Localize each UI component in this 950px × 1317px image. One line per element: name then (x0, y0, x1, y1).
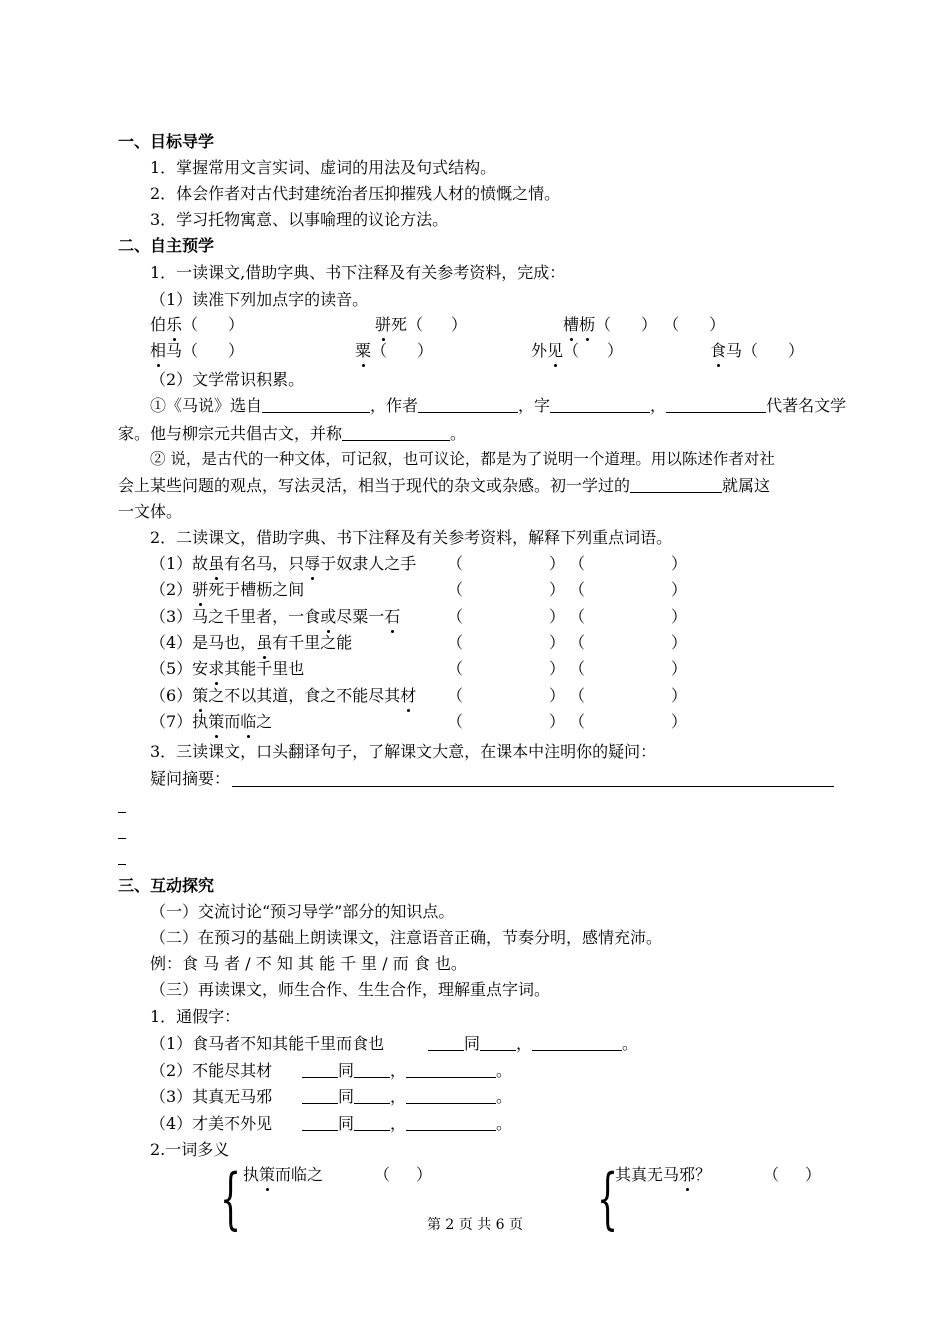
literature-fill-1-cont: 家。他与柳宗元共倡古文，并称 。 (118, 424, 467, 443)
word-item: （2）骈死于槽枥之间 (150, 580, 305, 600)
blank[interactable] (480, 1034, 516, 1051)
doubt-label: 疑问摘要： (150, 769, 231, 788)
blank[interactable] (666, 396, 766, 413)
goal-item: 3．学习托物寓意、以事喻理的议论方法。 (150, 210, 449, 229)
goal-item: 2．体会作者对古代封建统治者压抑摧残人材的愤慨之情。 (150, 184, 561, 203)
blank[interactable] (354, 1114, 390, 1131)
blank[interactable] (532, 1034, 622, 1051)
tongjia-title: 1．通假字： (150, 1007, 241, 1026)
word-item: （3）马之千里者，一食或尽粟一石 (150, 606, 401, 626)
polysemy-right: 其真无马邪？ (615, 1165, 712, 1184)
blank[interactable] (550, 396, 650, 413)
answer-parens[interactable]: （ ） （ ） (447, 711, 688, 731)
pron-pian: 骈死（ ） (375, 315, 468, 334)
step-2: 2．二读课文，借助字典、书下注释及有关参考资料，解释下列重点词语。 (150, 528, 673, 547)
blank[interactable] (262, 396, 370, 413)
polysemy-right-paren: （ ） (763, 1165, 822, 1184)
blank[interactable] (630, 476, 722, 493)
blank[interactable] (302, 1061, 338, 1078)
answer-parens[interactable]: （ ） （ ） (447, 659, 688, 679)
word-item: （7）执策而临之 (150, 711, 273, 731)
polysemy-left: 执策而临之 (243, 1165, 324, 1184)
section-title-explore: 三、互动探究 (118, 876, 215, 895)
step-3: 3．三读课文，口头翻译句子，了解课文大意，在课本中注明你的疑问： (150, 742, 657, 761)
doubt-line[interactable] (118, 812, 126, 813)
explore-item: （二）在预习的基础上朗读课文，注意语音正确，节奏分明，感情充沛。 (150, 928, 663, 947)
blank[interactable] (354, 1087, 390, 1104)
literature-text-2-end: 一文体。 (118, 502, 183, 521)
pron-xiangma: 相马（ ） (150, 341, 245, 360)
tongjia-item: （2）不能尽其材 (150, 1060, 273, 1080)
answer-parens[interactable]: （ ） （ ） (447, 554, 688, 573)
tongjia-blanks: 同 ， 。 (302, 1114, 512, 1134)
pron-waixian: 外见（ ） (531, 341, 624, 360)
pron-su: 粟（ ） (355, 341, 434, 360)
section-title-preview: 二、自主预学 (118, 236, 215, 255)
explore-item: （一）交流讨论“预习导学”部分的知识点。 (150, 902, 455, 921)
sub-literature: （2）文学常识积累。 (150, 370, 305, 389)
left-brace: { (220, 1160, 241, 1237)
step-1: 1．一读课文,借助字典、书下注释及有关参考资料，完成： (150, 263, 566, 282)
tongjia-blanks: 同 ， 。 (428, 1034, 638, 1054)
answer-parens[interactable]: （ ） （ ） (447, 606, 688, 626)
blank[interactable] (302, 1087, 338, 1104)
blank[interactable] (418, 396, 518, 413)
sub-pronunciation: （1）读准下列加点字的读音。 (150, 290, 369, 309)
reading-example: 例：食 马 者 / 不 知 其 能 千 里 / 而 食 也。 (150, 954, 467, 973)
tongjia-item: （1）食马者不知其能千里而食也 (150, 1034, 385, 1053)
literature-text-2-cont: 会上某些问题的观点，写法灵活，相当于现代的杂文或杂感。初一学过的 就属这 (118, 476, 771, 495)
blank[interactable] (406, 1114, 496, 1131)
right-brace: { (597, 1160, 618, 1237)
literature-fill-1: ①《马说》选自 ，作者 ，字 ， 代著名文学 (150, 396, 847, 415)
blank[interactable] (354, 1061, 390, 1078)
pron-caoli: 槽枥（ ） （ ） (563, 315, 726, 334)
page-footer: 第 2 页 共 6 页 (426, 1217, 524, 1233)
yici-title: 2.一词多义 (150, 1140, 230, 1159)
tongjia-item: （4）才美不外见 (150, 1113, 273, 1133)
blank[interactable] (406, 1087, 496, 1104)
polysemy-left-paren: （ ） (374, 1165, 433, 1184)
answer-parens[interactable]: （ ） （ ） (447, 632, 688, 652)
section-title-goals: 一、目标导学 (118, 132, 215, 151)
answer-parens[interactable]: （ ） （ ） (447, 685, 688, 705)
word-item: （1）故虽有名马，只辱于奴隶人之手 (150, 554, 417, 573)
answer-parens[interactable]: （ ） （ ） (447, 580, 688, 600)
doubt-line[interactable] (118, 864, 126, 865)
blank[interactable] (342, 424, 450, 441)
word-item: （6）策之不以其道，食之不能尽其材 (150, 685, 417, 705)
goal-item: 1．掌握常用文言实词、虚词的用法及句式结构。 (150, 158, 497, 177)
tongjia-blanks: 同 ， 。 (302, 1061, 512, 1081)
doubt-line[interactable] (118, 838, 126, 839)
word-item: （4）是马也，虽有千里之能 (150, 632, 353, 652)
pron-bole: 伯乐（ ） (150, 315, 245, 334)
explore-item: （三）再读课文，师生合作、生生合作，理解重点字词。 (150, 980, 551, 999)
pron-sima: 食马（ ） (710, 341, 805, 360)
blank[interactable] (406, 1061, 496, 1078)
tongjia-item: （3）其真无马邪 (150, 1087, 273, 1106)
blank[interactable] (302, 1114, 338, 1131)
literature-text-2: ② 说，是古代的一种文体，可记叙，也可议论，都是为了说明一个道理。用以陈述作者对社 (150, 450, 775, 468)
blank[interactable] (428, 1034, 464, 1051)
word-item: （5）安求其能千里也 (150, 659, 305, 679)
tongjia-blanks: 同 ， 。 (302, 1087, 512, 1107)
doubt-line[interactable] (232, 786, 834, 787)
